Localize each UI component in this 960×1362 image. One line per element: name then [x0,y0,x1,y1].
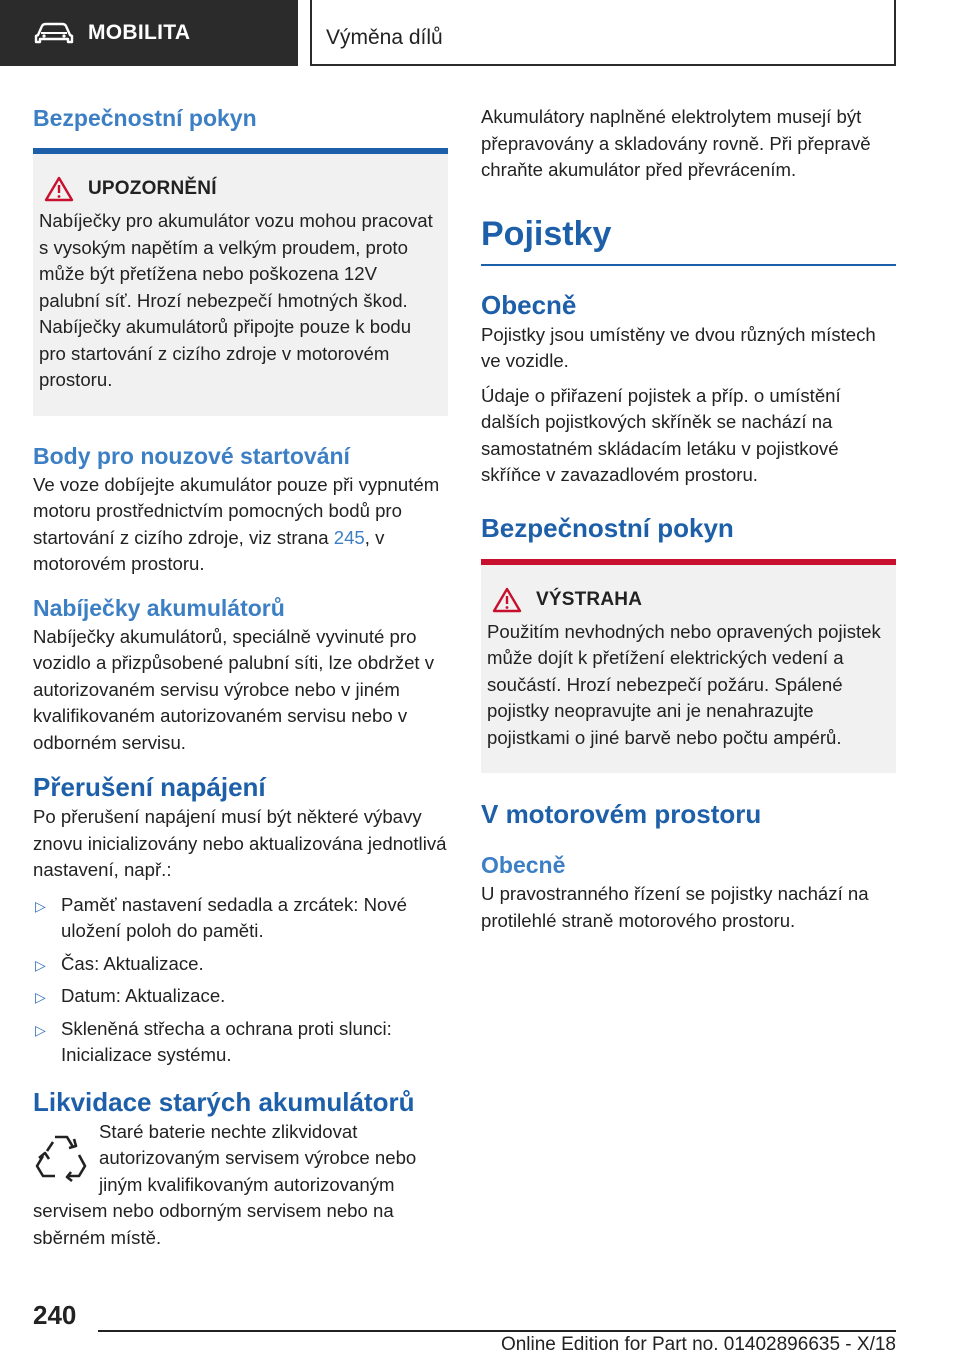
power-interruption-list [33,892,448,1069]
chargers-text: Nabíječky akumulátorů, speciálně vyvinuté pro vozidlo a přizpůsobené palubní síti, lze obdržet v autorizovaném servisu výrobce nebo v jiném kvalifikovaném autorizovaném servisu nebo v odborném servisu. [33,625,435,753]
warning-label: VÝSTRAHA [536,588,643,610]
fuses-underline [481,264,896,266]
list-item: ▷ Skleněná střecha a ochrana proti slunci: Inicializace systému. [35,1017,392,1065]
footer-divider [98,1330,896,1332]
right-column [481,100,896,934]
fuses-heading: Pojistky [481,214,612,253]
engine-general-heading: Obecně [481,852,566,878]
header-section-tab [0,0,298,66]
recycle-icon [33,1129,89,1185]
jump-start-heading: Body pro nouzové startování [33,442,350,469]
general-text-2: Údaje o přiřazení pojistek a příp. o umístění dalších pojistkových skříněk se nachází na samostatném skládacím letáku v pojistkové skříňce v zavazadlovém prostoru. [481,384,841,485]
list-item: ▷ Datum: Aktualizace. [33,983,448,1010]
warning-triangle-icon [44,176,74,202]
header-chapter-tab [310,0,896,66]
jump-start-text: Ve voze dobíjejte akumulátor pouze při vypnutém motoru prostřednictvím pomocných bodů pro startování z cizího zdroje, viz strana 245, v motorovém prostoru. [33,473,440,574]
list-item: ▷ Čas: Aktualizace. [33,951,448,978]
fuse-safety-heading: Bezpečnostní pokyn [481,512,734,543]
warning-box-vystraha [481,565,896,774]
page-link[interactable]: 245 [333,526,365,548]
warning-text: Použitím nevhodných nebo opravených pojistek může dojít k přetížení elektrických vedení a součástí. Hrozí nebezpečí požáru. Spálené pojistky neopravujte ani je nenahrazujte pojistkami o jiné barvě nebo počtu ampérů. [487,620,881,748]
left-column [33,100,448,1251]
footer-edition: Online Edition for Part no. 01402896635 - X/18 [500,1334,896,1355]
power-interruption-text: Po přerušení napájení musí být některé výbavy znovu inicializovány nebo aktualizována jednotlivá nastavení, např.: [33,806,447,880]
page-number: 240 [33,1300,77,1330]
section-title: MOBILITA [88,21,191,44]
chargers-heading: Nabíječky akumulátorů [33,594,285,621]
power-interruption-heading: Přerušení napájení [33,772,266,802]
intro-text: Akumulátory naplněné elektrolytem musejí být přepravovány a skladovány rovně. Při přepravě chraňte akumulátor před převrácením. [481,106,871,180]
engine-text: U pravostranného řízení se pojistky nachází na protilehlé straně motorového prostoru. [481,883,869,931]
triangle-bullet-icon: ▷ [35,897,46,914]
warning-triangle-icon [492,587,522,613]
list-item: ▷ Paměť nastavení sedadla a zrcátek: Nové uložení poloh do paměti. [35,893,407,941]
disposal-text: Staré baterie nechte zlikvidovat autorizovaným servisem výrobce nebo jiným kvalifikovaným autorizovaným servisem nebo odborným servisem nebo na sběrném místě. [33,1120,417,1248]
warning-box-upozorneni [33,154,448,416]
warning-text: Nabíječky pro akumulátor vozu mohou pracovat s vysokým napětím a velkým proudem, proto může být přetížena nebo poškozena 12V palubní síť. Hrozí nebezpečí hmotných škod. Nabíječky akumulátorů připojte pouze k bodu pro startování z cizího zdroje v motorovém prostoru. [39,210,433,390]
warning-label: UPOZORNĚNÍ [88,178,217,199]
safety-heading: Bezpečnostní pokyn [33,105,257,131]
chapter-title: Výměna dílů [326,26,443,49]
disposal-block [33,1119,448,1252]
triangle-bullet-icon: ▷ [35,1021,46,1038]
triangle-bullet-icon: ▷ [35,956,46,973]
triangle-bullet-icon: ▷ [35,989,46,1005]
disposal-heading: Likvidace starých akumulátorů [33,1086,415,1117]
general-text-1: Pojistky jsou umístěny ve dvou různých místech ve vozidle. [481,323,876,371]
engine-compartment-heading: V motorovém prostoru [481,799,762,829]
general-heading: Obecně [481,289,577,320]
car-icon [34,21,74,45]
